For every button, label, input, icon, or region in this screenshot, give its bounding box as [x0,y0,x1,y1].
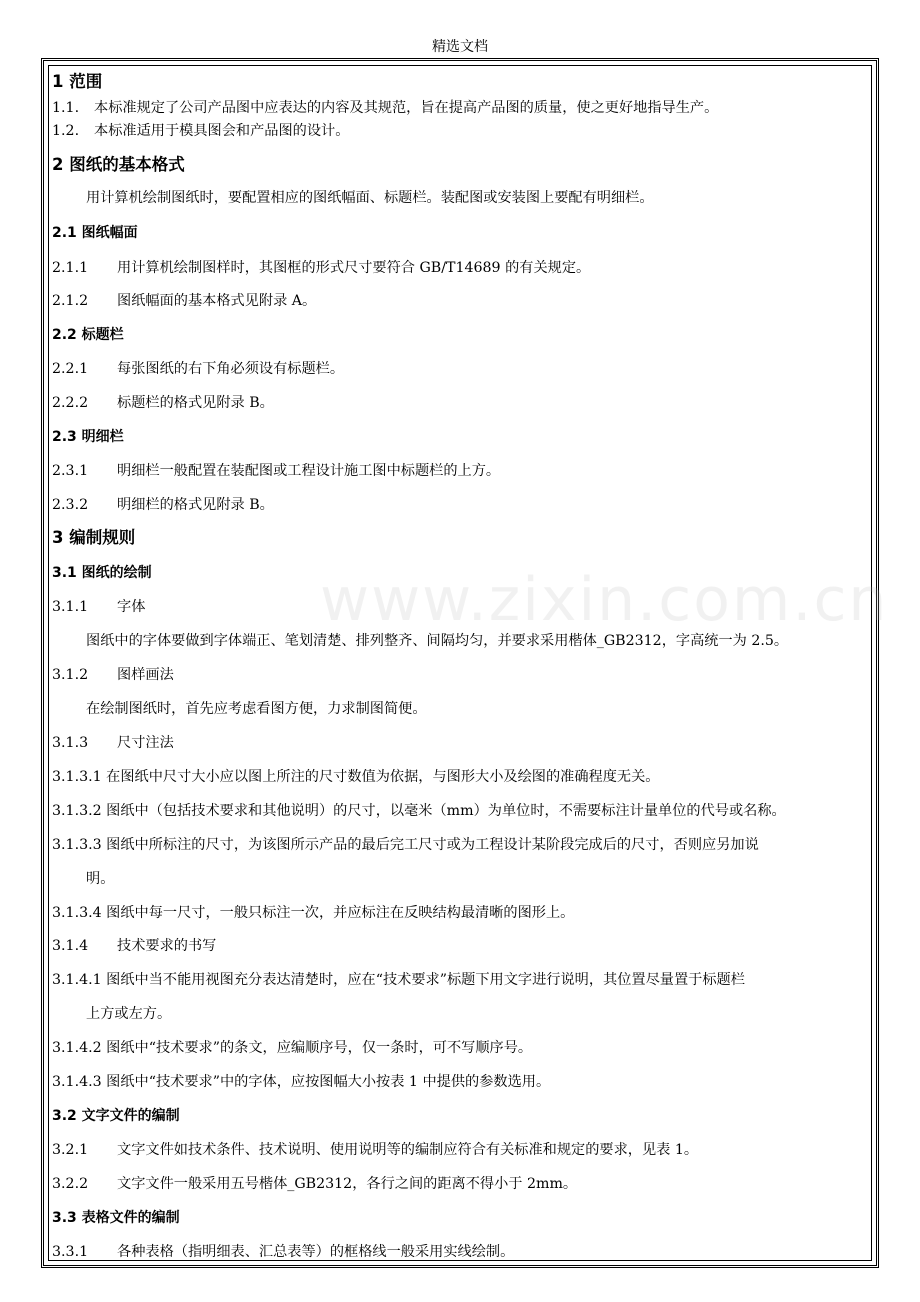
clause-3-1-3-3 [52,835,759,855]
clause-text: 图纸中所标注的尺寸，为该图所示产品的最后完工尺寸或为工程设计某阶段完成后的尺寸，否则应另加说 [106,837,759,853]
clause-3-2-2 [52,1174,577,1194]
section-2-2-heading: 2.2 标题栏 [52,327,124,343]
clause-3-1-2-body: 在绘制图纸时，首先应考虑看图方便，力求制图简便。 [86,701,427,717]
clause-text: 在图纸中尺寸大小应以图上所注的尺寸数值为依据，与图形大小及绘图的准确程度无关。 [106,769,660,785]
clause-number: 2.2.1 [52,361,89,377]
clause-3-1-2 [52,665,174,685]
clause-3-1-1-body: 图纸中的字体要做到字体端正、笔划清楚、排列整齐、间隔均匀，并要求采用楷体_GB2312，字高统一为 2.5。 [86,633,789,649]
clause-text: 明细栏一般配置在装配图或工程设计施工图中标题栏的上方。 [117,463,501,479]
clause-3-1-3-1 [52,767,659,787]
clause-number: 3.1.4.3 [52,1074,102,1090]
section-2-3-heading: 2.3 明细栏 [52,429,124,445]
clause-text: 图纸中每一尺寸，一般只标注一次，并应标注在反映结构最清晰的图形上。 [106,905,575,921]
clause-1-1 [52,98,718,118]
clause-text: 图纸幅面的基本格式见附录 A。 [117,293,317,309]
clause-number: 3.3.1 [52,1244,89,1260]
clause-3-1-3-3-cont: 明。 [86,871,115,887]
clause-number: 1.2. [52,123,80,139]
clause-number: 2.3.2 [52,497,89,513]
clause-2-3-2 [52,495,274,515]
clause-number: 3.1.3.2 [52,803,102,819]
section-2-1-heading: 2.1 图纸幅面 [52,225,138,241]
page-header: 精选文档 [432,39,488,55]
clause-text: 技术要求的书写 [117,938,217,954]
clause-text: 字体 [117,599,146,615]
clause-number: 2.3.1 [52,463,89,479]
clause-text: 本标准适用于模具图会和产品图的设计。 [94,123,350,139]
clause-number: 3.1.3.3 [52,837,102,853]
clause-text: 图纸中当不能用视图充分表达清楚时，应在“技术要求”标题下用文字进行说明，其位置尽量置于标题栏 [106,972,745,988]
clause-3-1-3 [52,733,174,753]
clause-number: 3.2.2 [52,1176,89,1192]
clause-text: 图纸中（包括技术要求和其他说明）的尺寸，以毫米（mm）为单位时，不需要标注计量单位的代号或名称。 [106,803,786,819]
clause-text: 每张图纸的右下角必须设有标题栏。 [117,361,345,377]
clause-text: 图样画法 [117,667,174,683]
clause-text: 图纸中“技术要求”中的字体，应按图幅大小按表 1 中提供的参数选用。 [106,1074,551,1090]
section-3-2-heading: 3.2 文字文件的编制 [52,1108,180,1124]
clause-number: 3.1.4.2 [52,1040,102,1056]
clause-number: 2.2.2 [52,395,89,411]
clause-3-1-4-1-cont: 上方或左方。 [86,1006,172,1022]
clause-3-1-4-3 [52,1072,550,1092]
clause-text: 本标准规定了公司产品图中应表达的内容及其规范，旨在提高产品图的质量，使之更好地指导生产。 [94,100,719,116]
clause-3-1-4-1 [52,970,745,990]
clause-number: 3.2.1 [52,1142,89,1158]
clause-number: 3.1.1 [52,599,89,615]
clause-2-1-2 [52,291,316,311]
clause-3-2-1 [52,1140,698,1160]
clause-3-1-4 [52,936,216,956]
clause-text: 用计算机绘制图样时，其图框的形式尺寸要符合 GB/T14689 的有关规定。 [117,260,591,276]
clause-text: 图纸中“技术要求”的条文，应编顺序号，仅一条时，可不写顺序号。 [106,1040,533,1056]
clause-text: 标题栏的格式见附录 B。 [117,395,274,411]
clause-number: 3.1.3.1 [52,769,102,785]
clause-3-1-3-4 [52,903,574,923]
clause-text: 明细栏的格式见附录 B。 [117,497,274,513]
clause-3-1-1 [52,597,145,617]
clause-text: 文字文件如技术条件、技术说明、使用说明等的编制应符合有关标准和规定的要求，见表 1。 [117,1142,699,1158]
clause-number: 3.1.3 [52,735,89,751]
clause-2-1-1 [52,258,590,278]
section-3-1-heading: 3.1 图纸的绘制 [52,565,152,581]
clause-number: 3.1.2 [52,667,89,683]
section-3-heading: 3 编制规则 [52,528,136,547]
clause-2-2-1 [52,359,344,379]
clause-number: 2.1.1 [52,260,89,276]
clause-3-1-4-2 [52,1038,532,1058]
clause-number: 1.1. [52,100,80,116]
clause-number: 3.1.4.1 [52,972,102,988]
section-2-heading: 2 图纸的基本格式 [52,155,185,174]
clause-text: 各种表格（指明细表、汇总表等）的框格线一般采用实线绘制。 [117,1244,515,1260]
clause-1-2 [52,121,349,141]
clause-number: 3.1.4 [52,938,89,954]
clause-number: 3.1.3.4 [52,905,102,921]
clause-3-1-3-2 [52,801,786,821]
clause-2-2-2 [52,393,274,413]
clause-3-3-1 [52,1242,514,1262]
section-1-heading: 1 范围 [52,72,103,91]
section-3-3-heading: 3.3 表格文件的编制 [52,1210,180,1226]
clause-number: 2.1.2 [52,293,89,309]
watermark: www.zixin.com.cn [320,565,889,635]
clause-2-3-1 [52,461,500,481]
clause-text: 尺寸注法 [117,735,174,751]
clause-text: 文字文件一般采用五号楷体_GB2312，各行之间的距离不得小于 2mm。 [117,1176,578,1192]
section-2-intro: 用计算机绘制图纸时，要配置相应的图纸幅面、标题栏。装配图或安装图上要配有明细栏。 [86,190,654,206]
